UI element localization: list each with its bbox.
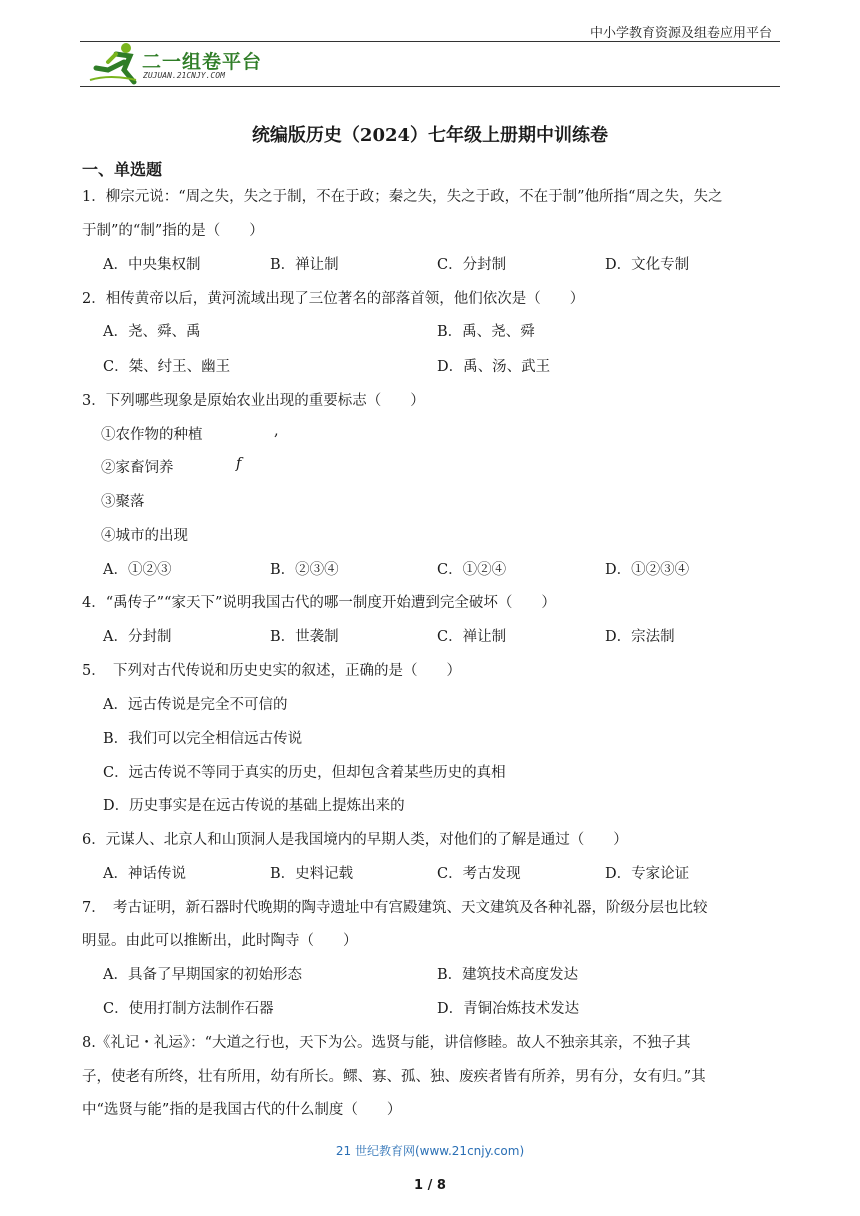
question-3-option-c[interactable]: C．①②④ [437,562,507,578]
question-3-option-b[interactable]: B．②③④ [270,562,339,578]
page-number: 1 / 8 [414,1178,446,1193]
question-3-mark-1: , [274,423,279,439]
question-8-line-1: 8.《礼记・礼运》：“大道之行也，天下为公。选贤与能，讲信修睦。故人不独亲其亲，不独子其 [82,1035,691,1051]
question-3-option-a[interactable]: A．①②③ [103,562,172,578]
question-3-item-1: ①农作物的种植 [101,427,203,443]
logo-title: 二一组卷平台 [142,51,263,73]
question-6-line-1: 6．元谋人、北京人和山顶洞人是我国境内的早期人类，对他们的了解是通过（ ） [82,832,628,848]
question-2-line-1: 2．相传黄帝以后，黄河流域出现了三位著名的部落首领，他们依次是（ ） [82,291,585,307]
footer-link[interactable]: 21 世纪教育网(www.21cnjy.com) [335,1144,525,1158]
document-title: 统编版历史（2024）七年级上册期中训练卷 [251,125,609,146]
question-3-option-d[interactable]: D．①②③④ [605,562,690,578]
question-8-line-2: 子，使老有所终，壮有所用，幼有所长。鳏、寡、孤、独、废疾者皆有所养，男有分，女有归。”其 [82,1069,706,1085]
question-3-mark-2: f [236,456,242,472]
logo-subtitle: ZUJUAN.21CNJY.COM [143,71,225,80]
question-7-option-b[interactable]: B．建筑技术高度发达 [437,967,579,983]
question-6-option-c[interactable]: C．考古发现 [437,866,521,882]
question-3-item-2: ②家畜饲养 [101,460,174,476]
question-4-option-c[interactable]: C．禅让制 [437,629,507,645]
question-1-option-b[interactable]: B．禅让制 [270,257,339,273]
question-5-line-1: 5． 下列对古代传说和历史史实的叙述，正确的是（ ） [82,663,461,679]
question-7-option-c[interactable]: C．使用打制方法制作石器 [103,1001,274,1017]
question-2-option-b[interactable]: B．禹、尧、舜 [437,324,535,340]
question-1-option-c[interactable]: C．分封制 [437,257,507,273]
question-2-option-a[interactable]: A．尧、舜、禹 [103,324,201,340]
question-7-option-a[interactable]: A．具备了早期国家的初始形态 [103,967,302,983]
question-3-line-1: 3．下列哪些现象是原始农业出现的重要标志（ ） [82,393,425,409]
runner-logo-icon [86,40,142,86]
platform-name: 中小学教育资源及组卷应用平台 [589,26,772,41]
section-heading: 一、单选题 [82,160,163,179]
question-4-option-d[interactable]: D．宗法制 [605,629,675,645]
question-6-option-a[interactable]: A．神话传说 [103,866,186,882]
question-1-line-2: 于制”的“制”指的是（ ） [82,223,264,239]
question-2-option-d[interactable]: D．禹、汤、武王 [437,359,551,375]
question-4-line-1: 4．“禹传子”“家天下”说明我国古代的哪一制度开始遭到完全破坏（ ） [82,595,556,611]
question-7-option-d[interactable]: D．青铜冶炼技术发达 [437,1001,580,1017]
question-7-line-1: 7． 考古证明，新石器时代晚期的陶寺遗址中有宫殿建筑、天文建筑及各种礼器，阶级分层也比较 [82,900,708,916]
header-bottom-divider [80,86,780,87]
question-5-option-c[interactable]: C．远古传说不等同于真实的历史，但却包含着某些历史的真相 [103,765,506,781]
question-5-option-d[interactable]: D．历史事实是在远古传说的基础上提炼出来的 [103,798,405,814]
question-4-option-a[interactable]: A．分封制 [103,629,172,645]
question-5-option-a[interactable]: A．远古传说是完全不可信的 [103,697,288,713]
question-6-option-b[interactable]: B．史料记载 [270,866,354,882]
question-2-option-c[interactable]: C．桀、纣王、幽王 [103,359,231,375]
question-1-line-1: 1．柳宗元说：“周之失，失之于制，不在于政；秦之失，失之于政，不在于制”他所指“周之失，失之 [82,189,723,205]
question-3-item-3: ③聚落 [101,494,145,510]
question-1-option-a[interactable]: A．中央集权制 [103,257,201,273]
question-3-item-4: ④城市的出现 [101,528,188,544]
question-5-option-b[interactable]: B．我们可以完全相信远古传说 [103,731,303,747]
question-4-option-b[interactable]: B．世袭制 [270,629,339,645]
question-1-option-d[interactable]: D．文化专制 [605,257,690,273]
question-6-option-d[interactable]: D．专家论证 [605,866,690,882]
logo [86,40,276,86]
question-8-line-3: 中“选贤与能”指的是我国古代的什么制度（ ） [82,1102,402,1118]
question-7-line-2: 明显。由此可以推断出，此时陶寺（ ） [82,933,358,949]
